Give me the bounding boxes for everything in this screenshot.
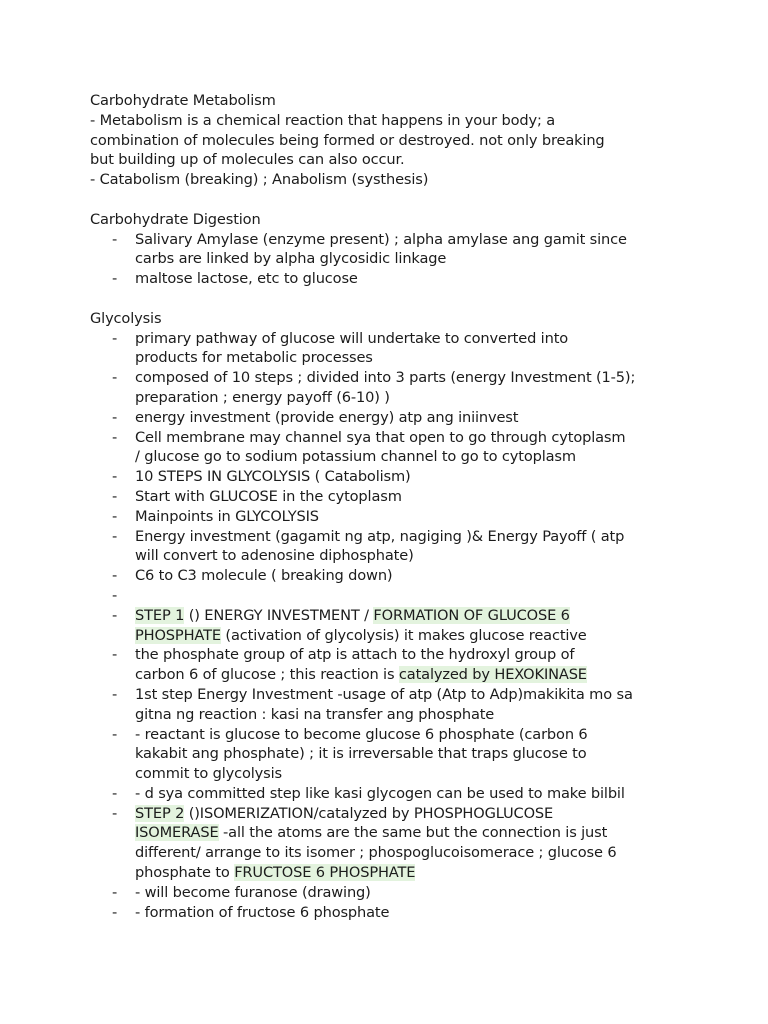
list-item: - Energy investment (gagamit ng atp, nagiging )& Energy Payoff ( atp will convert to adenosine diphosphate): [112, 527, 625, 565]
section-title-metabolism: Carbohydrate Metabolism: [90, 92, 276, 109]
list-item: - - formation of fructose 6 phosphate: [112, 903, 390, 921]
bullet-dash: -: [112, 685, 118, 703]
bullet-dash: -: [112, 329, 118, 347]
highlight-fructose-6-phosphate: FRUCTOSE 6 PHOSPHATE: [234, 864, 416, 882]
metabolism-text-line: but building up of molecules can also occur.: [90, 151, 405, 169]
bullet-dash: -: [112, 428, 118, 446]
highlight-step-2: STEP 2: [135, 804, 185, 822]
bullet-dash: -: [112, 725, 118, 743]
bullet-dash: -: [112, 468, 118, 486]
list-item: - composed of 10 steps ; divided into 3 parts (energy Investment (1-5); preparation ; energy payoff (6-10) ): [112, 369, 636, 406]
glycolysis-list: [90, 329, 690, 923]
digestion-list: [90, 230, 690, 289]
list-item: - - d sya committed step like kasi glycogen can be used to make bilbil: [112, 784, 625, 802]
list-item: - energy investment (provide energy) atp ang iniinvest: [112, 408, 519, 426]
bullet-dash: -: [112, 230, 118, 248]
bullet-dash: -: [112, 804, 118, 822]
metabolism-text-line: - Metabolism is a chemical reaction that happens in your body; a: [90, 111, 556, 129]
list-item-step-1: - STEP 1 () ENERGY INVESTMENT / FORMATION OF GLUCOSE 6 PHOSPHATE (activation of glycolysis) it makes glucose reactive: [112, 606, 587, 644]
list-item: - Start with GLUCOSE in the cytoplasm: [112, 487, 402, 505]
notes-content: [90, 91, 690, 922]
metabolism-text-line: - Catabolism (breaking) ; Anabolism (systhesis): [90, 171, 429, 189]
metabolism-text-line: combination of molecules being formed or destroyed. not only breaking: [90, 131, 605, 149]
list-item: - the phosphate group of atp is attach to the hydroxyl group of carbon 6 of glucose ; this reaction is catalyzed by HEXOKINASE: [112, 646, 587, 684]
bullet-dash: -: [112, 487, 118, 505]
spacer: [90, 289, 690, 309]
list-item: - - reactant is glucose to become glucose 6 phosphate (carbon 6 kakabit ang phosphate) ; it is irreversable that traps glucose to commit to glycolysis: [112, 725, 588, 783]
bullet-dash: -: [112, 567, 118, 585]
bullet-dash: -: [112, 606, 118, 624]
list-item-step-2: - STEP 2 ()ISOMERIZATION/catalyzed by PHOSPHOGLUCOSE ISOMERASE -all the atoms are the same but the connection is just different/ arrange to its isomer ; phospoglucoisomerace ; glucose 6 phosphate to FRUCTOSE 6 PHOSPHATE: [112, 804, 617, 882]
list-item: - - will become furanose (drawing): [112, 883, 371, 901]
list-item: - Salivary Amylase (enzyme present) ; alpha amylase ang gamit since carbs are linked by alpha glycosidic linkage: [112, 230, 627, 268]
bullet-dash: -: [112, 883, 118, 901]
bullet-dash: -: [112, 507, 118, 525]
list-item: - primary pathway of glucose will undertake to converted into products for metabolic processes: [112, 329, 569, 367]
highlight-phosphate: PHOSPHATE: [135, 626, 221, 644]
bullet-dash: -: [112, 784, 118, 802]
bullet-dash: -: [112, 408, 118, 426]
highlight-isomerase: ISOMERASE: [135, 824, 219, 842]
list-item: - 10 STEPS IN GLYCOLYSIS ( Catabolism): [112, 468, 411, 486]
bullet-dash: -: [112, 369, 118, 387]
bullet-dash: -: [112, 527, 118, 545]
list-item: - C6 to C3 molecule ( breaking down): [112, 567, 393, 585]
highlight-glucose-6-phosphate: FORMATION OF GLUCOSE 6: [373, 606, 570, 624]
spacer: [90, 190, 690, 210]
bullet-dash: -: [112, 646, 118, 664]
list-item: - 1st step Energy Investment -usage of atp (Atp to Adp)makikita mo sa gitna ng reaction : kasi na transfer ang phosphate: [112, 685, 633, 723]
highlight-step-1: STEP 1: [135, 606, 185, 624]
list-item: - Mainpoints in GLYCOLYSIS: [112, 507, 319, 525]
section-title-digestion: Carbohydrate Digestion: [90, 210, 261, 228]
bullet-dash: -: [112, 903, 118, 921]
bullet-dash: -: [112, 586, 118, 604]
section-title-glycolysis: Glycolysis: [90, 309, 162, 327]
list-item: - maltose lactose, etc to glucose: [112, 270, 358, 288]
empty-list-item: [90, 586, 690, 606]
highlight-hexokinase: catalyzed by HEXOKINASE: [398, 666, 587, 684]
bullet-dash: -: [112, 270, 118, 288]
list-item: - Cell membrane may channel sya that open to go through cytoplasm / glucose go to sodium potassium channel to go to cytoplasm: [112, 428, 626, 466]
